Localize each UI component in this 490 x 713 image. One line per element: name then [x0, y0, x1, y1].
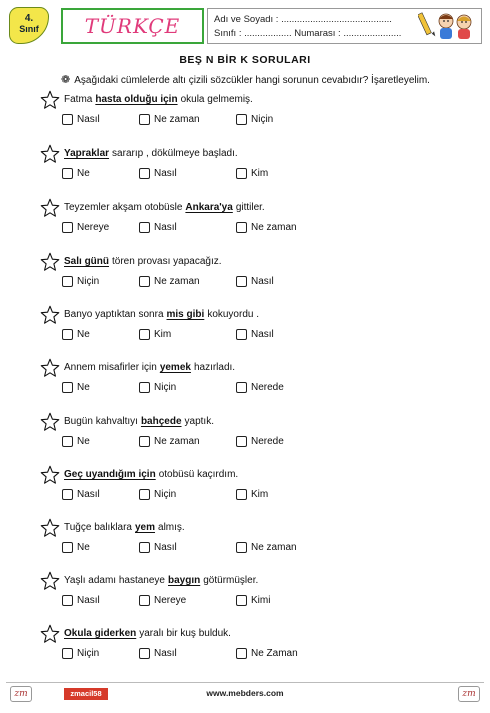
underlined-word: bahçede — [140, 416, 182, 427]
subject-title: TÜRKÇE — [84, 14, 181, 38]
zm-logo-right: zm — [458, 686, 480, 702]
answer-checkbox[interactable] — [236, 436, 247, 447]
answer-label: Kimi — [251, 595, 271, 606]
answer-checkbox[interactable] — [62, 595, 73, 606]
answer-checkbox[interactable] — [139, 489, 150, 500]
answer-option[interactable] — [139, 382, 176, 393]
question-item — [40, 148, 480, 200]
answer-checkbox[interactable] — [236, 329, 247, 340]
answer-checkbox[interactable] — [139, 114, 150, 125]
answer-checkbox[interactable] — [236, 648, 247, 659]
answer-label: Kim — [251, 489, 269, 500]
answer-label: Nasıl — [251, 276, 274, 287]
answer-option[interactable] — [62, 542, 90, 553]
grade-label: Sınıf — [19, 24, 39, 34]
answer-checkbox[interactable] — [62, 276, 73, 287]
answer-option[interactable] — [236, 595, 270, 606]
question-sentence — [64, 148, 241, 159]
sentence-text: Bugün kahvaltıyı — [64, 416, 138, 427]
answer-checkbox[interactable] — [62, 382, 73, 393]
question-item — [40, 309, 480, 361]
answer-option[interactable] — [236, 222, 297, 233]
answer-checkbox[interactable] — [62, 648, 73, 659]
answer-checkbox[interactable] — [139, 436, 150, 447]
answer-label: Nerede — [251, 382, 284, 393]
answer-label: Nereye — [77, 222, 110, 233]
question-sentence — [64, 575, 261, 586]
star-outline-icon — [40, 624, 60, 644]
answer-label: Ne zaman — [251, 222, 297, 233]
answer-checkbox[interactable] — [236, 542, 247, 553]
question-item — [40, 628, 480, 680]
underlined-word: Yapraklar — [64, 148, 110, 159]
sentence-text: almış. — [158, 522, 185, 533]
grade-number: 4. — [24, 13, 34, 24]
star-outline-icon — [40, 252, 60, 272]
answer-label: Niçin — [154, 382, 177, 393]
sentence-text: Annem misafirler için — [64, 362, 157, 373]
answer-option[interactable] — [62, 222, 109, 233]
question-item — [40, 256, 480, 308]
question-sentence — [64, 362, 238, 373]
answer-label: Ne — [77, 329, 90, 340]
answer-option[interactable] — [62, 595, 100, 606]
answer-checkbox[interactable] — [62, 329, 73, 340]
answer-option[interactable] — [139, 276, 200, 287]
answer-option[interactable] — [236, 276, 274, 287]
answer-option[interactable] — [139, 648, 177, 659]
answer-label: Nasıl — [77, 114, 100, 125]
subject-title-box — [61, 8, 204, 44]
answer-option[interactable] — [62, 329, 90, 340]
answer-label: Ne zaman — [154, 436, 200, 447]
answer-checkbox[interactable] — [139, 276, 150, 287]
answer-option[interactable] — [139, 595, 186, 606]
sentence-text: Yaşlı adamı hastaneye — [64, 575, 165, 586]
answer-label: Nasıl — [154, 168, 177, 179]
sentence-text: tören provası yapacağız. — [112, 256, 222, 267]
answer-label: Ne — [77, 382, 90, 393]
underlined-word: mis gibi — [166, 309, 205, 320]
instruction — [61, 73, 430, 86]
answer-checkbox[interactable] — [62, 436, 73, 447]
answer-label: Ne zaman — [154, 276, 200, 287]
underlined-word: yem — [135, 522, 156, 533]
answer-checkbox[interactable] — [139, 222, 150, 233]
answer-option[interactable] — [62, 436, 90, 447]
answer-option[interactable] — [236, 648, 298, 659]
question-sentence — [64, 628, 234, 639]
answer-label: Niçin — [77, 276, 100, 287]
star-outline-icon — [40, 412, 60, 432]
sentence-text: Banyo yaptıktan sonra — [64, 309, 164, 320]
answer-label: Ne — [77, 542, 90, 553]
star-outline-icon — [40, 90, 60, 110]
question-item — [40, 94, 480, 146]
sentence-text: Tuğçe balıklara — [64, 522, 132, 533]
star-outline-icon — [40, 358, 60, 378]
underlined-word: yemek — [159, 362, 191, 373]
answer-label: Nasıl — [77, 489, 100, 500]
answer-option[interactable] — [236, 542, 297, 553]
answer-checkbox[interactable] — [139, 168, 150, 179]
answer-checkbox[interactable] — [236, 489, 247, 500]
underlined-word: Salı günü — [64, 256, 109, 267]
question-sentence — [64, 256, 225, 267]
answer-checkbox[interactable] — [236, 114, 247, 125]
answer-option[interactable] — [139, 222, 177, 233]
answer-label: Nerede — [251, 436, 284, 447]
question-item — [40, 362, 480, 414]
footer-code-badge: zmacil58 — [64, 688, 108, 700]
answer-option[interactable] — [236, 489, 268, 500]
answer-option[interactable] — [139, 329, 171, 340]
answer-checkbox[interactable] — [62, 168, 73, 179]
answer-option[interactable] — [236, 168, 268, 179]
answer-option[interactable] — [62, 382, 90, 393]
sentence-text: kokuyordu . — [207, 309, 260, 320]
question-sentence — [64, 94, 256, 105]
star-outline-icon — [40, 571, 60, 591]
answer-label: Nasıl — [154, 648, 177, 659]
answer-checkbox[interactable] — [62, 222, 73, 233]
question-item — [40, 522, 480, 574]
answer-checkbox[interactable] — [236, 595, 247, 606]
answer-label: Kim — [251, 168, 269, 179]
answer-label: Nasıl — [154, 542, 177, 553]
answer-option[interactable] — [139, 168, 177, 179]
question-item — [40, 469, 480, 521]
footer-divider — [6, 682, 484, 683]
answer-label: Nasıl — [77, 595, 100, 606]
answer-label: Ne Zaman — [251, 648, 298, 659]
question-sentence — [64, 416, 217, 427]
answer-checkbox[interactable] — [62, 542, 73, 553]
sentence-text: Teyzemler akşam otobüsle — [64, 202, 183, 213]
answer-option[interactable] — [139, 542, 177, 553]
answer-label: Ne zaman — [154, 114, 200, 125]
sentence-text: sararıp , dökülmeye başladı. — [112, 148, 238, 159]
name-line: Adı ve Soyadı : .......................................... — [214, 14, 392, 25]
grade-badge — [9, 7, 49, 44]
answer-label: Niçin — [154, 489, 177, 500]
answer-label: Nasıl — [154, 222, 177, 233]
answer-checkbox[interactable] — [236, 222, 247, 233]
worksheet-heading: BEŞ N BİR K SORULARI — [179, 54, 311, 66]
answer-label: Ne zaman — [251, 542, 297, 553]
question-item — [40, 202, 480, 254]
answer-label: Ne — [77, 436, 90, 447]
question-sentence — [64, 522, 188, 533]
instruction-text: Aşağıdaki cümlelerde altı çizili sözcükler hangi sorunun cevabıdır? İşaretleyelim. — [74, 75, 430, 86]
answer-label: Ne — [77, 168, 90, 179]
answer-option[interactable] — [236, 382, 284, 393]
answer-option[interactable] — [62, 489, 100, 500]
answer-checkbox[interactable] — [236, 382, 247, 393]
answer-option[interactable] — [236, 329, 274, 340]
underlined-word: Ankara'ya — [185, 202, 233, 213]
answer-option[interactable] — [236, 114, 273, 125]
star-outline-icon — [40, 305, 60, 325]
sentence-text: yaralı bir kuş bulduk. — [139, 628, 231, 639]
answer-option[interactable] — [236, 436, 284, 447]
underlined-word: hasta olduğu için — [95, 94, 178, 105]
class-line: Sınıfı : .................. Numarası : ...................... — [214, 28, 402, 39]
gear-icon: ❁ — [61, 74, 71, 86]
pencil-icon — [418, 13, 436, 37]
sentence-text: hazırladı. — [193, 362, 236, 373]
answer-label: Niçin — [251, 114, 274, 125]
underlined-word: Okula giderken — [64, 628, 137, 639]
underlined-word: baygın — [168, 575, 201, 586]
sentence-text: yaptık. — [184, 416, 214, 427]
footer-url: www.mebders.com — [206, 688, 284, 698]
sentence-text: okula gelmemiş. — [180, 94, 253, 105]
answer-checkbox[interactable] — [236, 276, 247, 287]
answer-option[interactable] — [139, 436, 200, 447]
answer-checkbox[interactable] — [139, 329, 150, 340]
answer-option[interactable] — [62, 276, 99, 287]
answer-checkbox[interactable] — [62, 114, 73, 125]
sentence-text: götürmüşler. — [203, 575, 259, 586]
answer-label: Nereye — [154, 595, 187, 606]
answer-checkbox[interactable] — [139, 542, 150, 553]
sentence-text: gittiler. — [235, 202, 265, 213]
answer-option[interactable] — [62, 114, 100, 125]
answer-option[interactable] — [139, 114, 200, 125]
answer-checkbox[interactable] — [139, 382, 150, 393]
underlined-word: Geç uyandığım için — [64, 469, 156, 480]
answer-checkbox[interactable] — [139, 648, 150, 659]
answer-label: Niçin — [77, 648, 100, 659]
question-sentence — [64, 309, 262, 320]
answer-label: Nasıl — [251, 329, 274, 340]
answer-checkbox[interactable] — [139, 595, 150, 606]
answer-option[interactable] — [139, 489, 176, 500]
sentence-text: Fatma — [64, 94, 93, 105]
answer-option[interactable] — [62, 648, 99, 659]
answer-option[interactable] — [62, 168, 90, 179]
answer-checkbox[interactable] — [62, 489, 73, 500]
sentence-text: otobüsü kaçırdım. — [158, 469, 239, 480]
question-item — [40, 416, 480, 468]
children-icon — [418, 9, 480, 41]
star-outline-icon — [40, 465, 60, 485]
question-sentence — [64, 202, 268, 213]
answer-label: Kim — [154, 329, 172, 340]
star-outline-icon — [40, 144, 60, 164]
star-outline-icon — [40, 198, 60, 218]
question-item — [40, 575, 480, 627]
zm-logo-left: zm — [10, 686, 32, 702]
answer-checkbox[interactable] — [236, 168, 247, 179]
star-outline-icon — [40, 518, 60, 538]
question-sentence — [64, 469, 241, 480]
